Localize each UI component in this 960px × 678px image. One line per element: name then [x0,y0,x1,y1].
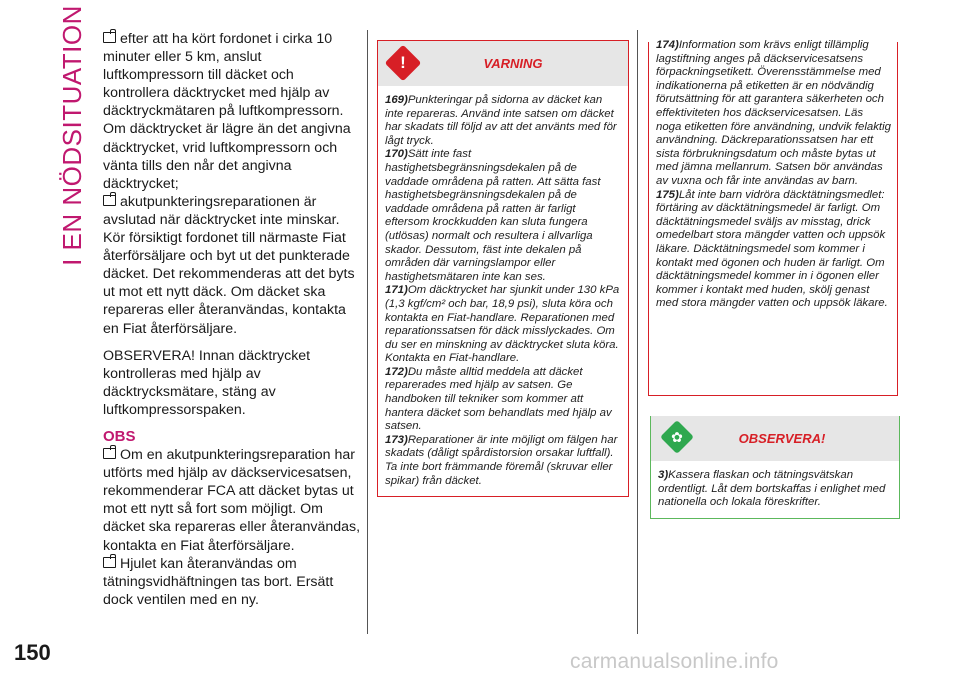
obs-paragraph [103,446,361,555]
bullet-box-icon [103,448,116,459]
observera-item [658,469,893,510]
column-divider [637,30,638,634]
warning-continued-box [648,39,898,396]
item-text: Kassera flaskan och tätningsvätskan ordentligt. Låt dem bortskaffas i enlighet med nationella och lokala föreskrifter. [658,469,886,509]
item-text: Du måste alltid meddela att däcket reparerades med hjälp av satsen. Ge handboken till tekniker som kommer att hantera däcket som behandlats med hjälp av satsen. [385,365,612,433]
warning-body [378,86,628,496]
item-number: 172) [385,365,408,378]
obs-text: Hjulet kan återanvändas om tätningsvidhäftningen tas bort. Ersätt dock ventilen med en ny. [103,555,334,608]
warning-item [385,284,622,366]
warning-item [385,434,622,488]
note-paragraph: OBSERVERA! Innan däcktrycket kontrolleras med hjälp av däcktrycksmätare, stäng av luftkompressorspaken. [103,347,311,418]
bullet-box-icon [103,557,116,568]
item-text: Reparationer är inte möjligt om fälgen har skadats (dåligt spårdistorsion orsakar luftfall). Ta inte bort främmande föremål (skruvar eller spikar) från däcket. [385,433,618,487]
item-text: Om däcktrycket har sjunkit under 130 kPa (1,3 kgf/cm² och bar, 18,9 psi), sluta köra och kontakta en Fiat-handlare. Reparationen med reparationssatsen för däck misslyckades. Om du ser en minskning av däcktrycket sluta köra. Kontakta en Fiat-handlare. [385,284,620,365]
warning-title: VARNING [483,56,543,71]
observera-box [650,416,900,519]
item-number: 3) [658,469,669,481]
bullet-box-icon [103,195,116,206]
bullet-text: efter att ha kört fordonet i cirka 10 minuter eller 5 km, anslut luftkompressorn till däcket och kontrollera däcktrycket med hjälp av däcktryckmätaren på luftkompressorn. Om däcktrycket är lägre än det angivna däcktrycket, vrid luftkompressorn och vänta tills den når det angivna däcktrycket; [103,31,351,192]
item-number: 173) [385,433,408,446]
observera-body [651,461,899,518]
bullet-text: akutpunkteringsreparationen är avslutad när däcktrycket inte minskar. Kör försiktigt fordonet till närmaste Fiat återförsäljare och byt ut det punkterade däcket. Det rekommenderas att det byts ut mot ett nytt däck. Om däcket ska repareras eller återanvändas, kontakta en Fiat återförsäljare. [103,193,355,337]
item-text: Sätt inte fast hastighetsbegränsningsdekalen på de vaddade områdena på ratten. Att sätta fast hastighetsbegränsningsdekalen på de vaddade områdena på ratten är farligt eftersom krockkudden kan sluta fungera (utlösas) normalt och resultera i allvarliga skador. Dessutom, fäst inte dekalen på områden där varningslampor eller hastighetsmätaren inte kan ses. [385,148,601,283]
warning-continued-body [649,39,897,319]
item-text: Punkteringar på sidorna av däcket kan inte repareras. Använd inte satsen om däcket har skadats till följd av att det använts med för lågt tryck. [385,94,617,147]
observera-title: OBSERVERA! [738,431,826,446]
bullet-box-icon [103,32,116,43]
page-number: 150 [14,640,51,665]
warning-box [377,40,629,497]
warning-item [656,189,891,311]
item-number: 175) [656,188,679,201]
warning-item [385,94,622,148]
main-text-column [103,30,361,609]
watermark: carmanualsonline.info [570,650,779,673]
section-side-title [52,4,92,266]
warning-icon: ! [385,45,422,82]
column-divider [367,30,368,634]
item-number: 171) [385,284,408,297]
warning-item [385,148,622,284]
obs-paragraph [103,555,361,609]
bullet-paragraph [103,30,361,193]
item-number: 170) [385,148,408,161]
warning-item [385,366,622,434]
observera-header [651,416,899,461]
item-number: 169) [385,94,408,106]
item-text: Information som krävs enligt tillämplig lagstiftning anges på däckservicesatsens förpackningsetikett. Överensstämmelse med indikationerna på etiketten är en nödvändig förutsättning för att garantera säkerheten och effektiviteten hos däckservicesatsen. Läs noga etiketten före användning, undvik felaktig användning. Däckreparationssatsen har ett sista förbrukningsdatum och måste bytas ut med jämna mellanrum. Satsen bör användas av vuxna och får inte användas av barn. [656,39,891,187]
warning-item [656,39,891,189]
obs-text: Om en akutpunkteringsreparation har utförts med hjälp av däckservicesatsen, rekommenderar FCA att däcket bytas ut mot ett nytt så fort som möjligt. Om däcket ska repareras eller återanvändas, kontakta en Fiat återförsäljare. [103,447,361,554]
bullet-paragraph [103,193,361,338]
item-number: 174) [656,39,679,51]
side-title-text: I EN NÖDSITUATION [56,4,87,266]
leaf-icon: ✿ [660,420,694,454]
warning-header [378,41,628,86]
item-text: Låt inte barn vidröra däcktätningsmedlet: förtäring av däcktätningsmedel är farligt. Om däcktätningsmedel sväljs av misstag, drick omedelbart stora mängder vatten och uppsök läkare. Däcktätningsmedel som kommer i kontakt med ögonen och huden är farligt. Om däcktätningsmedel kommer in i ögonen eller kommer i kontakt med huden, skölj genast med stora mängder vatten och uppsök läkare. [656,188,888,310]
obs-heading: OBS [103,427,136,445]
